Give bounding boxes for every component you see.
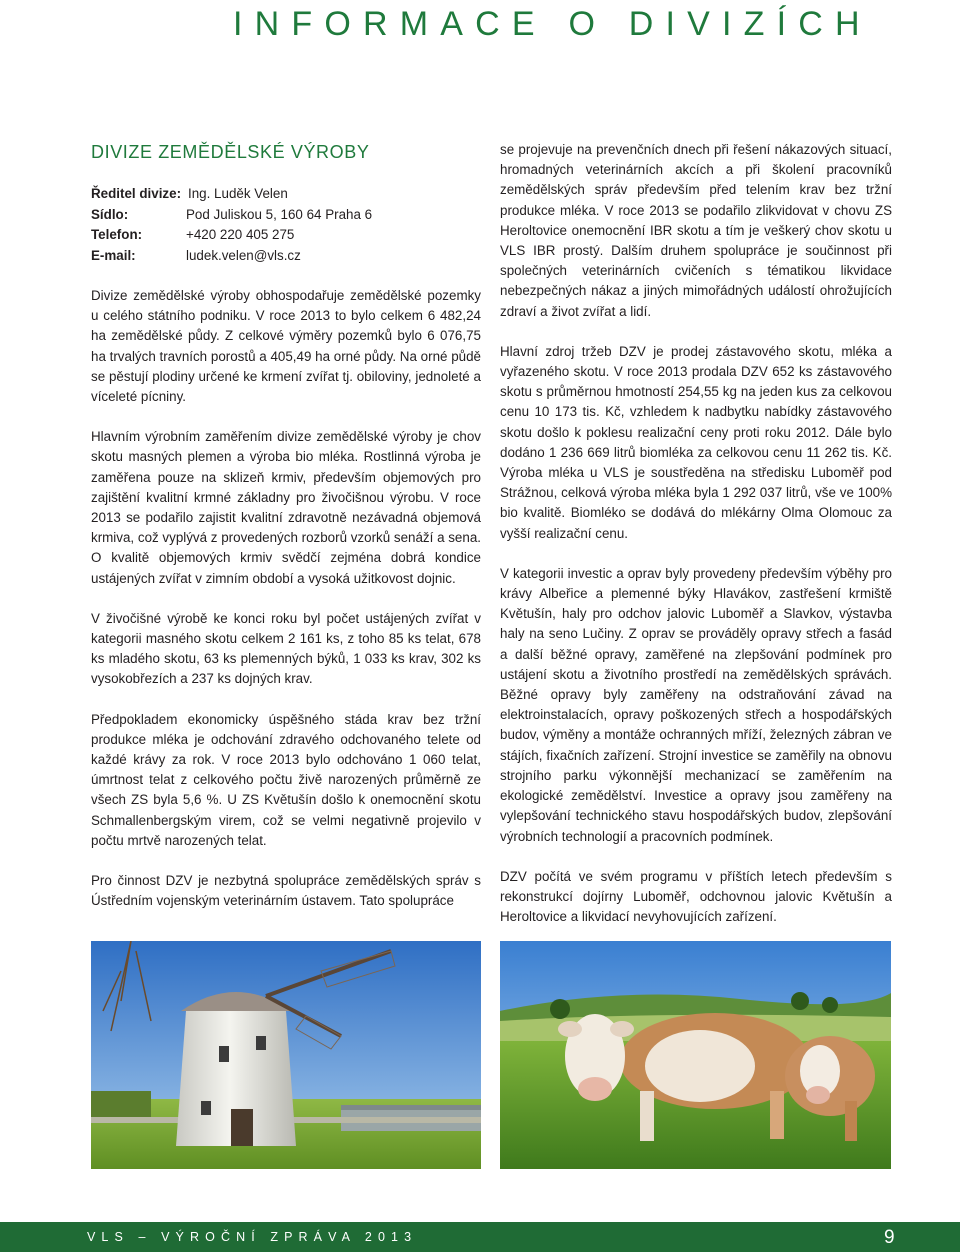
right-column (500, 140, 892, 947)
email-link[interactable]: ludek.velen@vls.cz (186, 247, 301, 263)
contact-value: +420 220 405 275 (186, 227, 295, 242)
contact-block (91, 184, 481, 266)
cows-photo (500, 941, 891, 1169)
paragraph-calves: Předpokladem ekonomicky úspěšného stáda krav bez tržní produkce mléka je odchování zdravého odchovaného telete od každé krávy za rok. V roce 2013 bylo odchováno 1 060 telat, úmrtnost telat z celkového počtu živě narozených průměrně ze všech ZS byla 5,6 %. U ZS Květušín došlo k onemocnění skotu Schmallenbergským virem, což se velmi negativně projevilo v počtu mrtvě narozených telat. (91, 711, 481, 848)
paragraph-land: Divize zemědělské výroby obhospodařuje zemědělské pozemky u celého státního podniku. V roce 2013 to bylo celkem 6 482,24 ha zemědělské půdy. Z celkové výměry pozemků bylo 6 076,75 ha trvalých travních porostů a 405,49 ha orné půdy. Na orné půdě se pěstují plodiny určené ke krmení zvířat tj. obiloviny, jednoleté a víceleté pícniny. (91, 288, 481, 405)
paragraph-revenue: Hlavní zdroj tržeb DZV je prodej zástavového skotu, mléka a vyřazeného skotu. V roce 2013 prodala DZV 652 ks zástavového skotu s průměrnou hmotností 254,55 kg na jeden kus za celkovou cenu 10 173 tis. Kč, vzhledem k nadbytku nabídky zástavového skotu došlo k poklesu realizační ceny proti roku 2012. Dále bylo dodáno 1 236 669 litrů biomléka za celkovou cenu 11 262 tis. Kč. Výroba mléka u VLS je soustředěna na středisku Luboměř pod Strážnou, celková výroba mléka byla 1 292 037 litrů, vše ve 100% bio kvalitě. Biomléko se dodává do mlékárny Olma Olomouc za vyšší realizační cenu. (500, 343, 892, 541)
paragraph-investments: V kategorii investic a oprav byly provedeny především výběhy pro krávy Albeřice a plemenné býky Hlavákov, zastřešení krmiště Květušín, haly pro odchov jalovic Luboměř a Slavkov, výstavba haly na seno Lučiny. Z oprav se prováděly opravy střech a fasád a další běžné opravy, zaměřené na zlepšování podmínek pro ustájení skotu a životního prostředí na zemědělských správách. Běžné opravy byly zaměřeny na odstraňování závad na elektroinstalacích, opravy poškozených střech a hospodářských budov, výměny a montáže ochranných mříží, železných zábran ve stájích, fixačních zařízení. Strojní investice se zaměřily na obnovu strojního parku výkonnější mechanizací se zaměřením na ekologické zemědělství. Investice a opravy jsou zaměřeny na vylepšování technického stavu hospodářských budov, zlepšování výrobních technologií a pracovních podmínek. (500, 565, 892, 844)
paragraph-veterinary-continued: se projevuje na prevenčních dnech při řešení nákazových situací, hromadných veterinárních akcích a při školení pracovníků zemědělských správ především před telením krav bez tržní produkce mléka. V roce 2013 se podařilo zlikvidovat v chovu ZS Heroltovice onemocnění IBR skotu a tím je veškerý chov skotu u VLS IBR prostý. Dalším druhem spolupráce je součinnost při společných veterinárních cvičeních s tématikou likvidace nebezpečných nákaz a jiných mimořádných událostí ohrožujících zdraví a život zvířat a lidí. (500, 142, 892, 319)
contact-row-phone (91, 225, 481, 246)
contact-label: Ředitel divize: (91, 186, 182, 201)
contact-row-director (91, 184, 481, 205)
contact-value: Pod Juliskou 5, 160 64 Praha 6 (186, 206, 373, 222)
contact-row-address (91, 205, 481, 226)
paragraph-future-plans: DZV počítá ve svém programu v příštích letech především s rekonstrukcí dojírny Luboměř, odchovnou jalovic Květušín a Heroltovice a likvidací nevyhovujících zařízení. (500, 868, 892, 925)
page-number: 9 (884, 1227, 895, 1248)
left-column (91, 140, 481, 931)
contact-value: Ing. Luděk Velen (188, 186, 288, 201)
footer-bar (0, 1222, 960, 1252)
contact-label: Telefon: (91, 227, 143, 242)
contact-label: Sídlo: (91, 206, 129, 222)
contact-row-email (91, 246, 481, 267)
paragraph-livestock: V živočišné výrobě ke konci roku byl počet ustájených zvířat v kategorii masného skotu celkem 2 161 ks, z toho 85 ks telat, 678 ks mladého skotu, 63 ks plemenných býků, 1 033 ks krav, 302 ks vysokobřezích a 237 ks dojných krav. (91, 610, 481, 687)
contact-label: E-mail: (91, 247, 136, 263)
footer-publication-title: VLS – VÝROČNÍ ZPRÁVA 2013 (87, 1230, 418, 1244)
cows-illustration (500, 941, 891, 1169)
windmill-illustration (91, 941, 481, 1169)
paragraph-production-focus: Hlavním výrobním zaměřením divize zemědělské výroby je chov skotu masných plemen a výroba bio mléka. Rostlinná výroba je zaměřena pouze na sklizeň krmiv, především objemových pro zajištění kvalitní krmné základny pro živočišnou výrobu. V roce 2013 se podařilo zajistit kvalitní zdravotně nezávadná objemová krmiva, což vyplývá z provedených rozborů vzorků senáží a sena. O kvalitě objemových krmiv svědčí zejména dobrá kondice ustájených zvířat v zimním období a vysoká užitkovost dojnic. (91, 429, 481, 586)
windmill-photo (91, 941, 481, 1169)
section-title: DIVIZE ZEMĚDĚLSKÉ VÝROBY (91, 142, 370, 162)
paragraph-veterinary: Pro činnost DZV je nezbytná spolupráce zemědělských správ s Ústředním vojenským veterinárním ústavem. Tato spolupráce (91, 873, 481, 909)
page-header-title: INFORMACE O DIVIZÍCH (233, 5, 872, 43)
